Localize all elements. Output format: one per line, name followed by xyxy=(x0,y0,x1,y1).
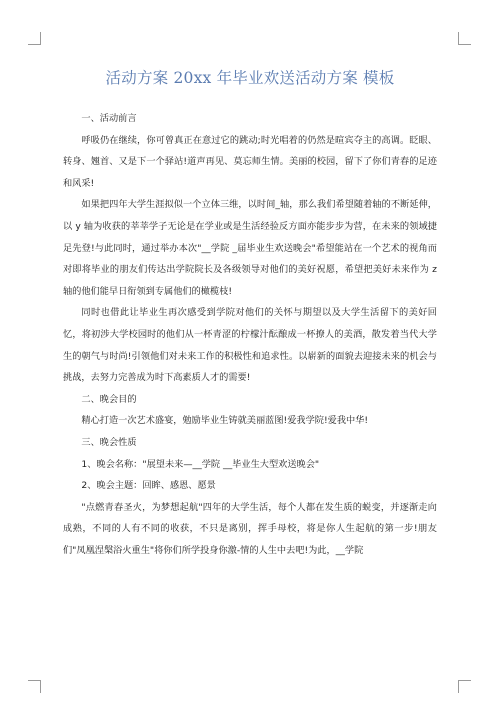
crop-mark-bottom-left xyxy=(28,680,41,693)
paragraph: 同时也借此让毕业生再次感受到学院对他们的关怀与期望以及大学生活留下的美好回忆，将初涉大学校园时的他们从一杯青涩的柠檬汁酝酿成一杯撩人的美酒，散发着当代大学生的朝气与时尚!引领他们对未来工作的积极性和追求性。以崭新的面貌去迎接未来的机会与挑战，去努力完善成为时下高素质人才的需要! xyxy=(63,307,437,384)
document-title: 活动方案 20xx 年毕业欢送活动方案 模板 xyxy=(105,69,395,87)
crop-mark-bottom-right xyxy=(458,680,471,693)
crop-mark-top-right xyxy=(458,32,471,45)
section-heading-purpose: 二、晚会目的 xyxy=(81,393,137,405)
paragraph: "点燃青春圣火，为梦想起航"四年的大学生活，每个人都在发生质的蜕变，并逐渐走向成熟，不同的人有不同的收获，不只是离别，挥手母校，将是你人生起航的第一步!朋友们"凤凰涅槃浴火重生"将你们所学投身你激-情的人生中去吧!为此，__学院 xyxy=(63,501,437,556)
paragraph: 如果把四年大学生涯拟似一个立体三维，以时间_轴，那么我们希望随着轴的不断延伸，以 y 轴为收获的莘莘学子无论是在学业或是生活经验反方面亦能步步为营，在未来的领域捷足先登!与此同时，通过举办本次"__学院 _届毕业生欢送晚会"希望能站在一个艺术的视角而对即将毕业的朋友们传达出学院院长及各级领导对他们的美好祝愿，希望把美好未来作为 z 轴的他们能早日衔领到专属他们的橄榄枝! xyxy=(63,199,437,297)
paragraph: 1、晚会名称："展望未来—__学院 __毕业生大型欢送晚会" xyxy=(81,458,320,470)
paragraph: 呼吸仍在继续，你可曾真正在意过它的跳动;时光唱着的仍然是暄宾夺主的高调。眨眼、转身、翘首、又是下一个驿站!道声再见、莫忘师生情。美丽的校园，留下了你们青春的足迹和风采! xyxy=(63,134,437,189)
crop-mark-top-left xyxy=(28,32,41,45)
section-heading-preface: 一、活动前言 xyxy=(81,113,137,124)
paragraph: 2、晚会主题：回眸、感恩、愿景 xyxy=(81,480,216,492)
paragraph: 精心打造一次艺术盛宴，勉励毕业生铸就美丽蓝图!爱我学院!爱我中华! xyxy=(81,415,369,427)
section-heading-nature: 三、晚会性质 xyxy=(81,436,137,448)
document-body xyxy=(63,108,437,561)
